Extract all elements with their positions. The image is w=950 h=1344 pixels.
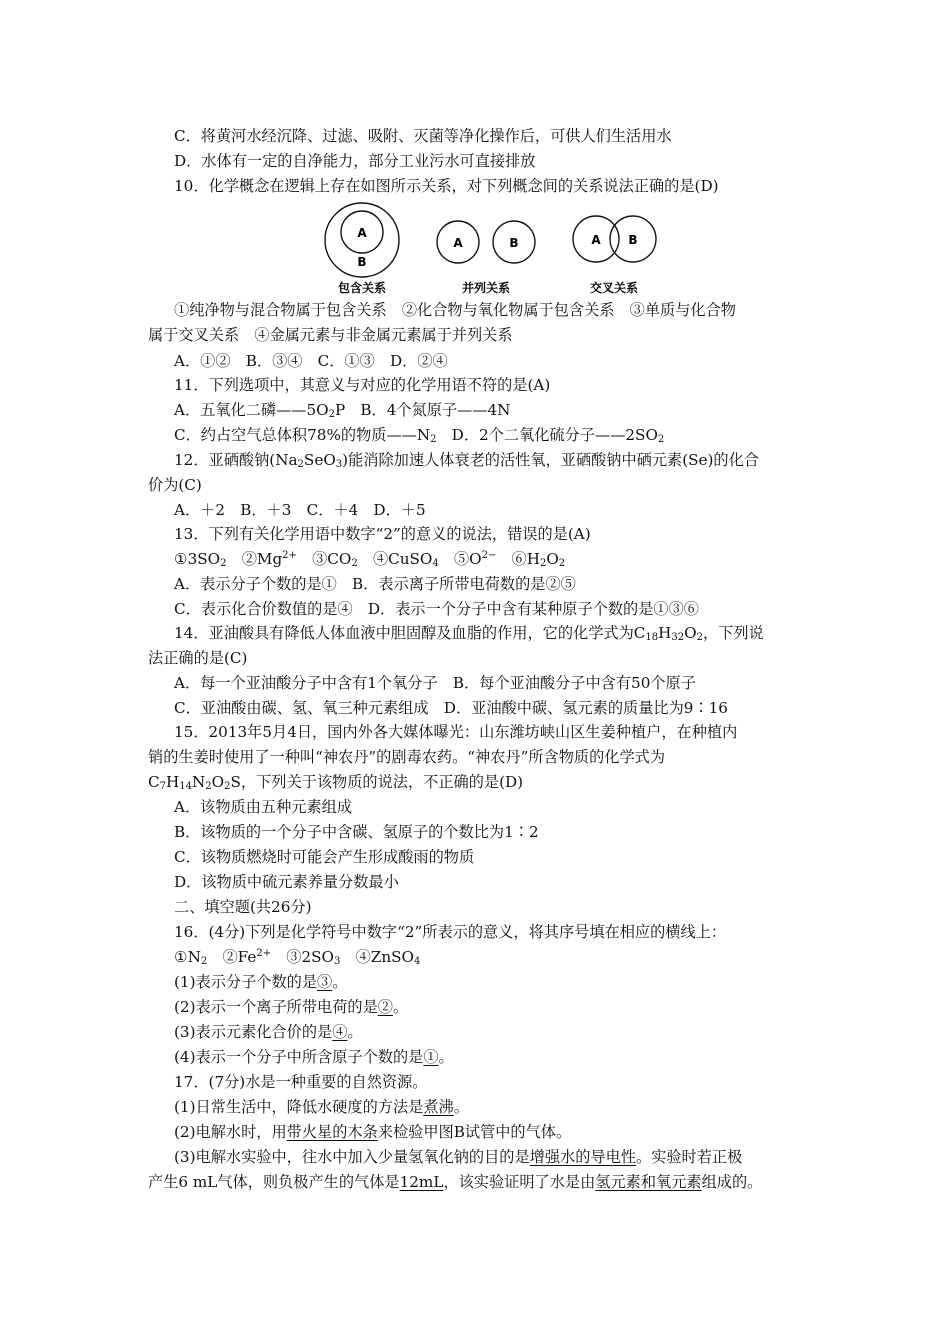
text-line: 销的生姜时使用了一种叫“神农丹”的剧毒农药。“神农丹”所含物质的化学式为 bbox=[148, 748, 666, 766]
inclusion-outer-label: B bbox=[357, 255, 367, 269]
answer-fill: 氢元素和氧元素 bbox=[595, 1173, 702, 1191]
question-13-stem: 13．下列有关化学用语中数字“2”的意义的说法，错误的是(A) bbox=[174, 525, 591, 543]
question-15-stem: 15．2013年5月4日，国内外各大媒体曝光：山东潍坊峡山区生姜种植户，在种植内 bbox=[174, 723, 738, 741]
text-line: (4)表示一个分子中所含原子个数的是①。 bbox=[174, 1048, 454, 1066]
inclusion-inner-label: A bbox=[357, 226, 367, 240]
text-line: D．该物质中硫元素养量分数最小 bbox=[174, 873, 399, 891]
inclusion-caption: 包含关系 bbox=[337, 281, 387, 295]
text-line: 产生6 mL气体，则负极产生的气体是12mL，该实验证明了水是由氢元素和氧元素组成的。 bbox=[148, 1173, 763, 1191]
text-line: C．亚油酸由碳、氢、氧三种元素组成 D．亚油酸中碳、氢元素的质量比为9∶16 bbox=[174, 699, 728, 717]
text-line: (3)表示元素化合价的是④。 bbox=[174, 1023, 363, 1041]
answer-fill: ① bbox=[423, 1048, 439, 1066]
cross-left-label: A bbox=[591, 233, 601, 247]
text-line: $①N_2$ $②Fe^{2+}$ $③2SO_3$ ④ZnSO$_4$ bbox=[174, 948, 421, 967]
question-14-stem: 14．亚油酸具有降低人体血液中胆固醇及血脂的作用，它的化学式为$C_{18}H_{32}O_2$，下列说 bbox=[174, 624, 764, 643]
concept-relation-figure bbox=[320, 198, 670, 298]
text-line: 属于交叉关系 ④金属元素与非金属元素属于并列关系 bbox=[148, 326, 513, 344]
answer-fill: 增强水的导电性 bbox=[529, 1148, 636, 1166]
text-line: C．该物质燃烧时可能会产生形成酸雨的物质 bbox=[174, 848, 475, 866]
question-12-stem: 12．亚硒酸钠$(Na_2SeO_3)$能消除加速人体衰老的活性氧，亚硒酸钠中硒元素(Se)的化合 bbox=[174, 451, 759, 470]
parallel-diagram bbox=[437, 221, 535, 295]
text-line: C．表示化合价数值的是④ D．表示一个分子中含有某种原子个数的是①③⑥ bbox=[174, 600, 699, 618]
text-line: (2)表示一个离子所带电荷的是②。 bbox=[174, 998, 409, 1016]
text-line: (1)日常生活中，降低水硬度的方法是煮沸。 bbox=[174, 1098, 469, 1116]
question-10-stem: 10．化学概念在逻辑上存在如图所示关系，对下列概念间的关系说法正确的是(D) bbox=[174, 177, 719, 195]
text-line: (2)电解水时，用带火星的木条来检验甲图B试管中的气体。 bbox=[174, 1123, 572, 1141]
text-line: 价为(C) bbox=[148, 476, 202, 494]
answer-fill: ② bbox=[377, 998, 393, 1016]
question-11-stem: 11．下列选项中，其意义与对应的化学用语不符的是(A) bbox=[174, 376, 551, 394]
text-line: C．将黄河水经沉降、过滤、吸附、灭菌等净化操作后，可供人们生活用水 bbox=[174, 127, 672, 145]
answer-fill: 煮沸 bbox=[423, 1098, 454, 1116]
text-line: 法正确的是(C) bbox=[148, 649, 248, 667]
text-line: $①3SO_2$ $②Mg^{2+}$ $③CO_2$ ④CuSO$_4$ $⑤O^{2-}$ $⑥H_2O_2$ bbox=[174, 550, 566, 569]
section-heading: 二、填空题(共26分) bbox=[174, 898, 312, 916]
text-line: D．水体有一定的自净能力，部分工业污水可直接排放 bbox=[174, 152, 536, 170]
text-line: B．该物质的一个分子中含碳、氢原子的个数比为1∶2 bbox=[174, 823, 539, 841]
parallel-right-label: B bbox=[509, 236, 519, 250]
answer-fill: ④ bbox=[332, 1023, 348, 1041]
answer-fill: 12mL bbox=[399, 1173, 444, 1191]
answer-fill: 带火星的木条 bbox=[286, 1123, 378, 1141]
question-17-stem: 17．(7分)水是一种重要的自然资源。 bbox=[174, 1073, 428, 1091]
text-line: A．该物质由五种元素组成 bbox=[174, 798, 353, 816]
question-16-stem: 16．(4分)下列是化学符号中数字“2”所表示的意义，将其序号填在相应的横线上： bbox=[174, 923, 727, 941]
text-line: ①纯净物与混合物属于包含关系 ②化合物与氧化物属于包含关系 ③单质与化合物 bbox=[174, 301, 736, 319]
parallel-caption: 并列关系 bbox=[461, 281, 511, 295]
parallel-left-label: A bbox=[453, 236, 463, 250]
cross-diagram bbox=[573, 216, 656, 295]
answer-fill: ③ bbox=[317, 973, 333, 991]
text-line: A．每一个亚油酸分子中含有1个氧分子 B．每个亚油酸分子中含有50个原子 bbox=[174, 674, 696, 692]
text-line: $C_7H_{14}N_2O_2S$，下列关于该物质的说法，不正确的是(D) bbox=[148, 773, 524, 792]
cross-right-label: B bbox=[628, 233, 638, 247]
answer-options: A．＋2 B．＋3 C．＋4 D．＋5 bbox=[174, 501, 426, 519]
inclusion-diagram bbox=[325, 203, 399, 295]
answer-options: A．①② B．③④ C．①③ D．②④ bbox=[174, 352, 448, 370]
text-line: C．约占空气总体积78%的物质$——N_2$ D．2个二氧化硫分子$——2SO_2$ bbox=[174, 426, 665, 445]
text-line: A．五氧化二磷$——5O_2P$ B．4个氮原子——4N bbox=[174, 401, 511, 420]
cross-caption: 交叉关系 bbox=[589, 281, 639, 295]
text-line: A．表示分子个数的是① B．表示离子所带电荷数的是②⑤ bbox=[174, 575, 576, 593]
text-line: (1)表示分子个数的是③。 bbox=[174, 973, 348, 991]
text-line: (3)电解水实验中，往水中加入少量氢氧化钠的目的是增强水的导电性。实验时若正极 bbox=[174, 1148, 743, 1166]
